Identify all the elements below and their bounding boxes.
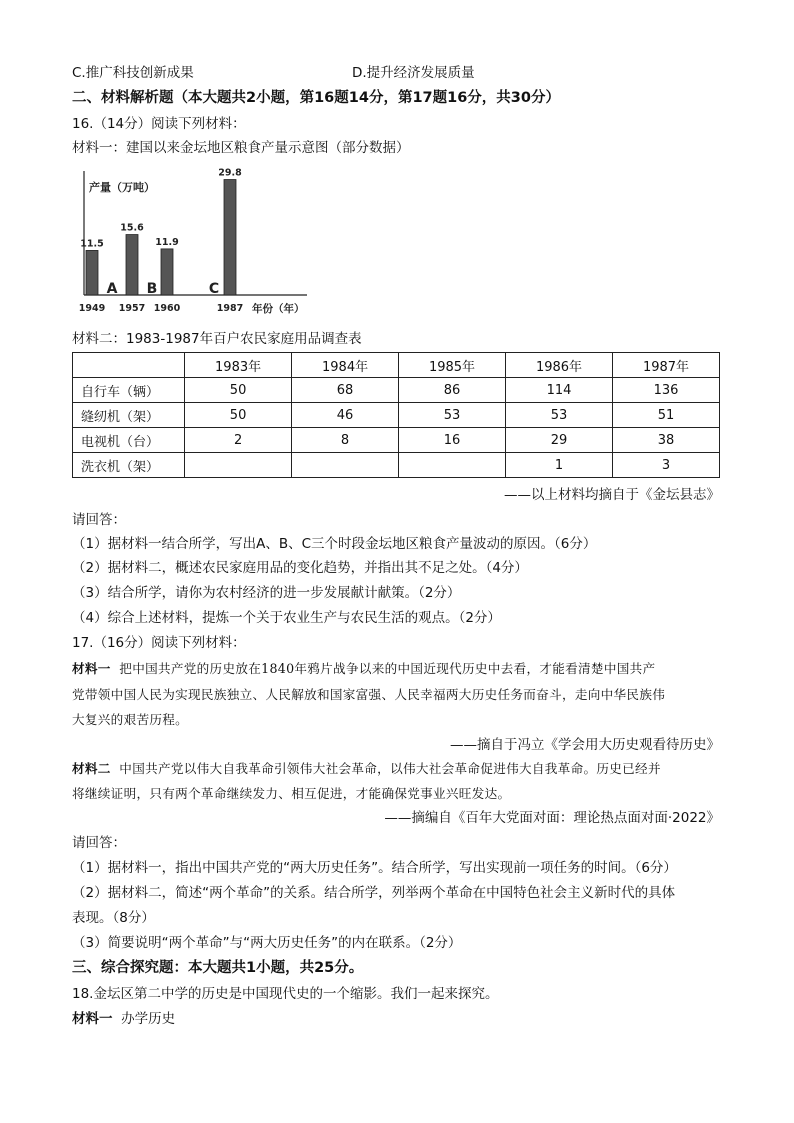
table-cell: 136 xyxy=(612,378,719,403)
q17-material2-line1 xyxy=(72,760,661,778)
table-cell: 51 xyxy=(612,403,719,428)
q18-intro: 18.金坛区第二中学的历史是中国现代史的一个缩影。我们一起来探究。 xyxy=(72,986,499,1002)
q16-question-2: （2）据材料二，概述农民家庭用品的变化趋势，并指出其不足之处。（4分） xyxy=(72,560,528,576)
table-header-cell: 1984年 xyxy=(292,353,399,378)
bar xyxy=(224,180,236,295)
x-axis-label: 年份（年） xyxy=(252,303,305,315)
q17-ask: 请回答： xyxy=(72,835,126,851)
table-header-cell xyxy=(73,353,185,378)
interval-label: A xyxy=(106,281,118,297)
interval-label: C xyxy=(208,281,220,297)
q17-material1-line1 xyxy=(72,660,655,678)
table-cell xyxy=(185,453,292,478)
q16-question-4: （4）综合上述材料，提炼一个关于农业生产与农民生活的观点。（2分） xyxy=(72,610,501,626)
q17-material2-line2: 将继续证明，只有两个革命继续发力、相互促进，才能确保党事业兴旺发达。 xyxy=(72,786,511,801)
household-goods-table xyxy=(72,352,720,478)
option-d: D.提升经济发展质量 xyxy=(352,65,475,81)
table-cell: 38 xyxy=(612,428,719,453)
q16-ask: 请回答： xyxy=(72,512,126,528)
q18-material1-label: 材料一 xyxy=(72,1011,113,1027)
q16-question-3: （3）结合所学，请你为农村经济的进一步发展献计献策。（2分） xyxy=(72,585,461,601)
table-header-cell: 1987年 xyxy=(612,353,719,378)
q17-material1-line2: 党带领中国人民为实现民族独立、人民解放和国家富强、人民幸福两大历史任务而奋斗，走向中华民族伟 xyxy=(72,687,666,702)
interval-label: B xyxy=(146,281,158,297)
section3-heading: 三、综合探究题：本大题共1小题，共25分。 xyxy=(72,960,364,976)
table-row-label: 自行车（辆） xyxy=(73,378,185,403)
table-cell: 68 xyxy=(292,378,399,403)
table-cell: 8 xyxy=(292,428,399,453)
data-label: 11.5 xyxy=(80,238,104,250)
data-label: 15.6 xyxy=(120,222,144,234)
table-row xyxy=(73,453,720,478)
table-cell: 46 xyxy=(292,403,399,428)
table-cell: 50 xyxy=(185,378,292,403)
table-cell xyxy=(292,453,399,478)
table-cell: 53 xyxy=(399,403,506,428)
q18-material1-line xyxy=(72,1010,175,1028)
table-cell: 3 xyxy=(612,453,719,478)
table-cell: 1 xyxy=(506,453,613,478)
q16-material1-title: 材料一：建国以来金坛地区粮食产量示意图（部分数据） xyxy=(72,140,410,156)
table-cell xyxy=(399,453,506,478)
q16-intro: 16.（14分）阅读下列材料： xyxy=(72,116,246,132)
table-row-label: 电视机（台） xyxy=(73,428,185,453)
table-row-label: 洗衣机（架） xyxy=(73,453,185,478)
q16-material2-title: 材料二：1983-1987年百户农民家庭用品调查表 xyxy=(72,331,362,347)
table-header-cell: 1985年 xyxy=(399,353,506,378)
section2-heading: 二、材料解析题（本大题共2小题，第16题14分，第17题16分，共30分） xyxy=(72,90,560,106)
table-row-label: 缝纫机（架） xyxy=(73,403,185,428)
table-cell: 86 xyxy=(399,378,506,403)
data-label: 11.9 xyxy=(155,236,179,248)
q17-material1-text: 把中国共产党的历史放在1840年鸦片战争以来的中国近现代历史中去看，才能看清楚中国共产 xyxy=(119,661,656,676)
table-row xyxy=(73,403,720,428)
q17-intro: 17.（16分）阅读下列材料： xyxy=(72,635,246,651)
table-cell: 50 xyxy=(185,403,292,428)
q17-material1-label: 材料一 xyxy=(72,661,111,676)
tick-label: 1960 xyxy=(153,303,181,314)
q16-source: ——以上材料均摘自于《金坛县志》 xyxy=(504,487,720,503)
tick-label: 1987 xyxy=(216,303,244,314)
q17-material2-label: 材料二 xyxy=(72,761,111,776)
q18-material1-title: 办学历史 xyxy=(121,1011,176,1027)
bar xyxy=(126,235,138,295)
table-header-cell: 1983年 xyxy=(185,353,292,378)
bar xyxy=(161,249,173,295)
table-header-row xyxy=(73,353,720,378)
table-cell: 53 xyxy=(506,403,613,428)
table-row xyxy=(73,428,720,453)
q17-material1-line3: 大复兴的艰苦历程。 xyxy=(72,712,189,727)
q17-material1-source: ——摘自于冯立《学会用大历史观看待历史》 xyxy=(450,737,720,753)
data-label: 29.8 xyxy=(218,167,242,179)
table-cell: 16 xyxy=(399,428,506,453)
q17-question-3: （3）简要说明“两个革命”与“两大历史任务”的内在联系。（2分） xyxy=(72,935,462,951)
q17-question-1: （1）据材料一，指出中国共产党的“两大历史任务”。结合所学，写出实现前一项任务的时间。（6分） xyxy=(72,860,677,876)
option-c: C.推广科技创新成果 xyxy=(72,65,194,81)
q17-question-2b: 表现。（8分） xyxy=(72,910,155,926)
q16-question-1: （1）据材料一结合所学，写出A、B、C三个时段金坛地区粮食产量波动的原因。（6分） xyxy=(72,536,597,552)
table-row xyxy=(73,378,720,403)
grain-output-chart xyxy=(72,165,312,320)
q17-material2-text: 中国共产党以伟大自我革命引领伟大社会革命，以伟大社会革命促进伟大自我革命。历史已经并 xyxy=(119,761,661,776)
table-cell: 29 xyxy=(506,428,613,453)
tick-label: 1949 xyxy=(78,303,106,314)
table-cell: 2 xyxy=(185,428,292,453)
y-axis-label: 产量（万吨） xyxy=(89,181,155,194)
table-header-cell: 1986年 xyxy=(506,353,613,378)
q17-question-2a: （2）据材料二，简述“两个革命”的关系。结合所学，列举两个革命在中国特色社会主义新时代的具体 xyxy=(72,885,676,901)
table-cell: 114 xyxy=(506,378,613,403)
bar xyxy=(86,250,98,295)
q17-material2-source: ——摘编自《百年大党面对面：理论热点面对面·2022》 xyxy=(384,810,720,826)
tick-label: 1957 xyxy=(118,303,146,314)
